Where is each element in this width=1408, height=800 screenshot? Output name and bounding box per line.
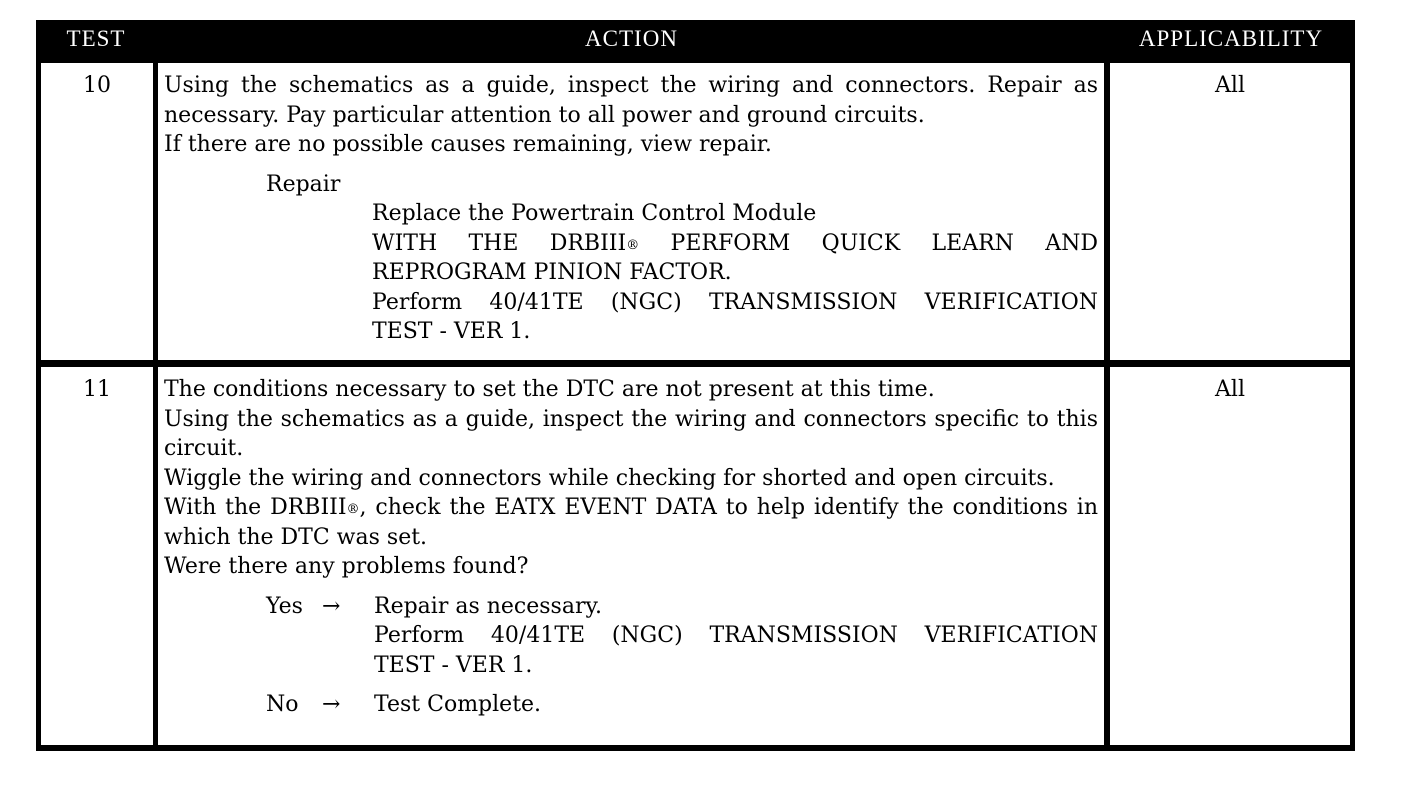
action-line: which the DTC was set. — [164, 524, 428, 550]
yes-line: Perform 40/41TE (NGC) TRANSMISSION VERIFICATION — [374, 623, 1098, 648]
action-line — [164, 493, 1098, 523]
repair-step-prefix: WITH THE DRBIII — [372, 230, 627, 256]
yes-branch — [164, 592, 1098, 681]
header-applicability: APPLICABILITY — [1138, 26, 1324, 51]
action-line: necessary. Pay particular attention to all power and ground circuits. — [164, 102, 925, 128]
test-number-11: 11 — [41, 367, 153, 745]
action-line: If there are no possible causes remaining, view repair. — [164, 132, 772, 157]
test-procedure-table — [36, 20, 1355, 751]
action-line: Were there any problems found? — [164, 554, 529, 579]
repair-step: REPROGRAM PINION FACTOR. — [372, 260, 732, 285]
no-branch — [164, 690, 1098, 720]
repair-step — [164, 229, 1098, 259]
registered-mark: ® — [626, 237, 640, 253]
repair-step: TEST - VER 1. — [372, 319, 531, 344]
action-line: Using the schematics as a guide, inspect the wiring and connectors specific to this — [164, 406, 1098, 432]
arrow-icon: → — [322, 593, 341, 619]
repair-step: Replace the Powertrain Control Module — [372, 201, 817, 226]
action-cell-10 — [158, 63, 1104, 360]
action-line: The conditions necessary to set the DTC are not present at this time. — [164, 377, 935, 402]
repair-step: Perform 40/41TE (NGC) TRANSMISSION VERIFICATION — [372, 289, 1098, 315]
no-label: No — [266, 692, 299, 717]
header-test: TEST — [66, 26, 126, 51]
repair-label: Repair — [266, 171, 341, 197]
yes-line: TEST - VER 1. — [374, 652, 533, 678]
action-line: circuit. — [164, 436, 244, 461]
header-action: ACTION — [585, 26, 678, 51]
yes-line: Repair as necessary. — [374, 593, 602, 619]
test-number-10: 10 — [41, 63, 153, 360]
action-line: Wiggle the wiring and connectors while checking for shorted and open circuits. — [164, 465, 1055, 491]
arrow-icon: → — [322, 692, 341, 717]
no-line: Test Complete. — [374, 692, 542, 717]
action-cell-11 — [158, 367, 1104, 745]
registered-mark: ® — [346, 502, 360, 517]
yes-label: Yes — [266, 593, 303, 619]
action-line-prefix: With the DRBIII — [164, 495, 347, 520]
applicability-10: All — [1110, 63, 1350, 360]
action-line-suffix: , check the EATX EVENT DATA to help identify the conditions in — [359, 495, 1099, 520]
action-line: Using the schematics as a guide, inspect the wiring and connectors. Repair as — [164, 73, 1098, 98]
repair-step-suffix: PERFORM QUICK LEARN AND — [670, 230, 1098, 256]
applicability-11: All — [1110, 367, 1350, 745]
